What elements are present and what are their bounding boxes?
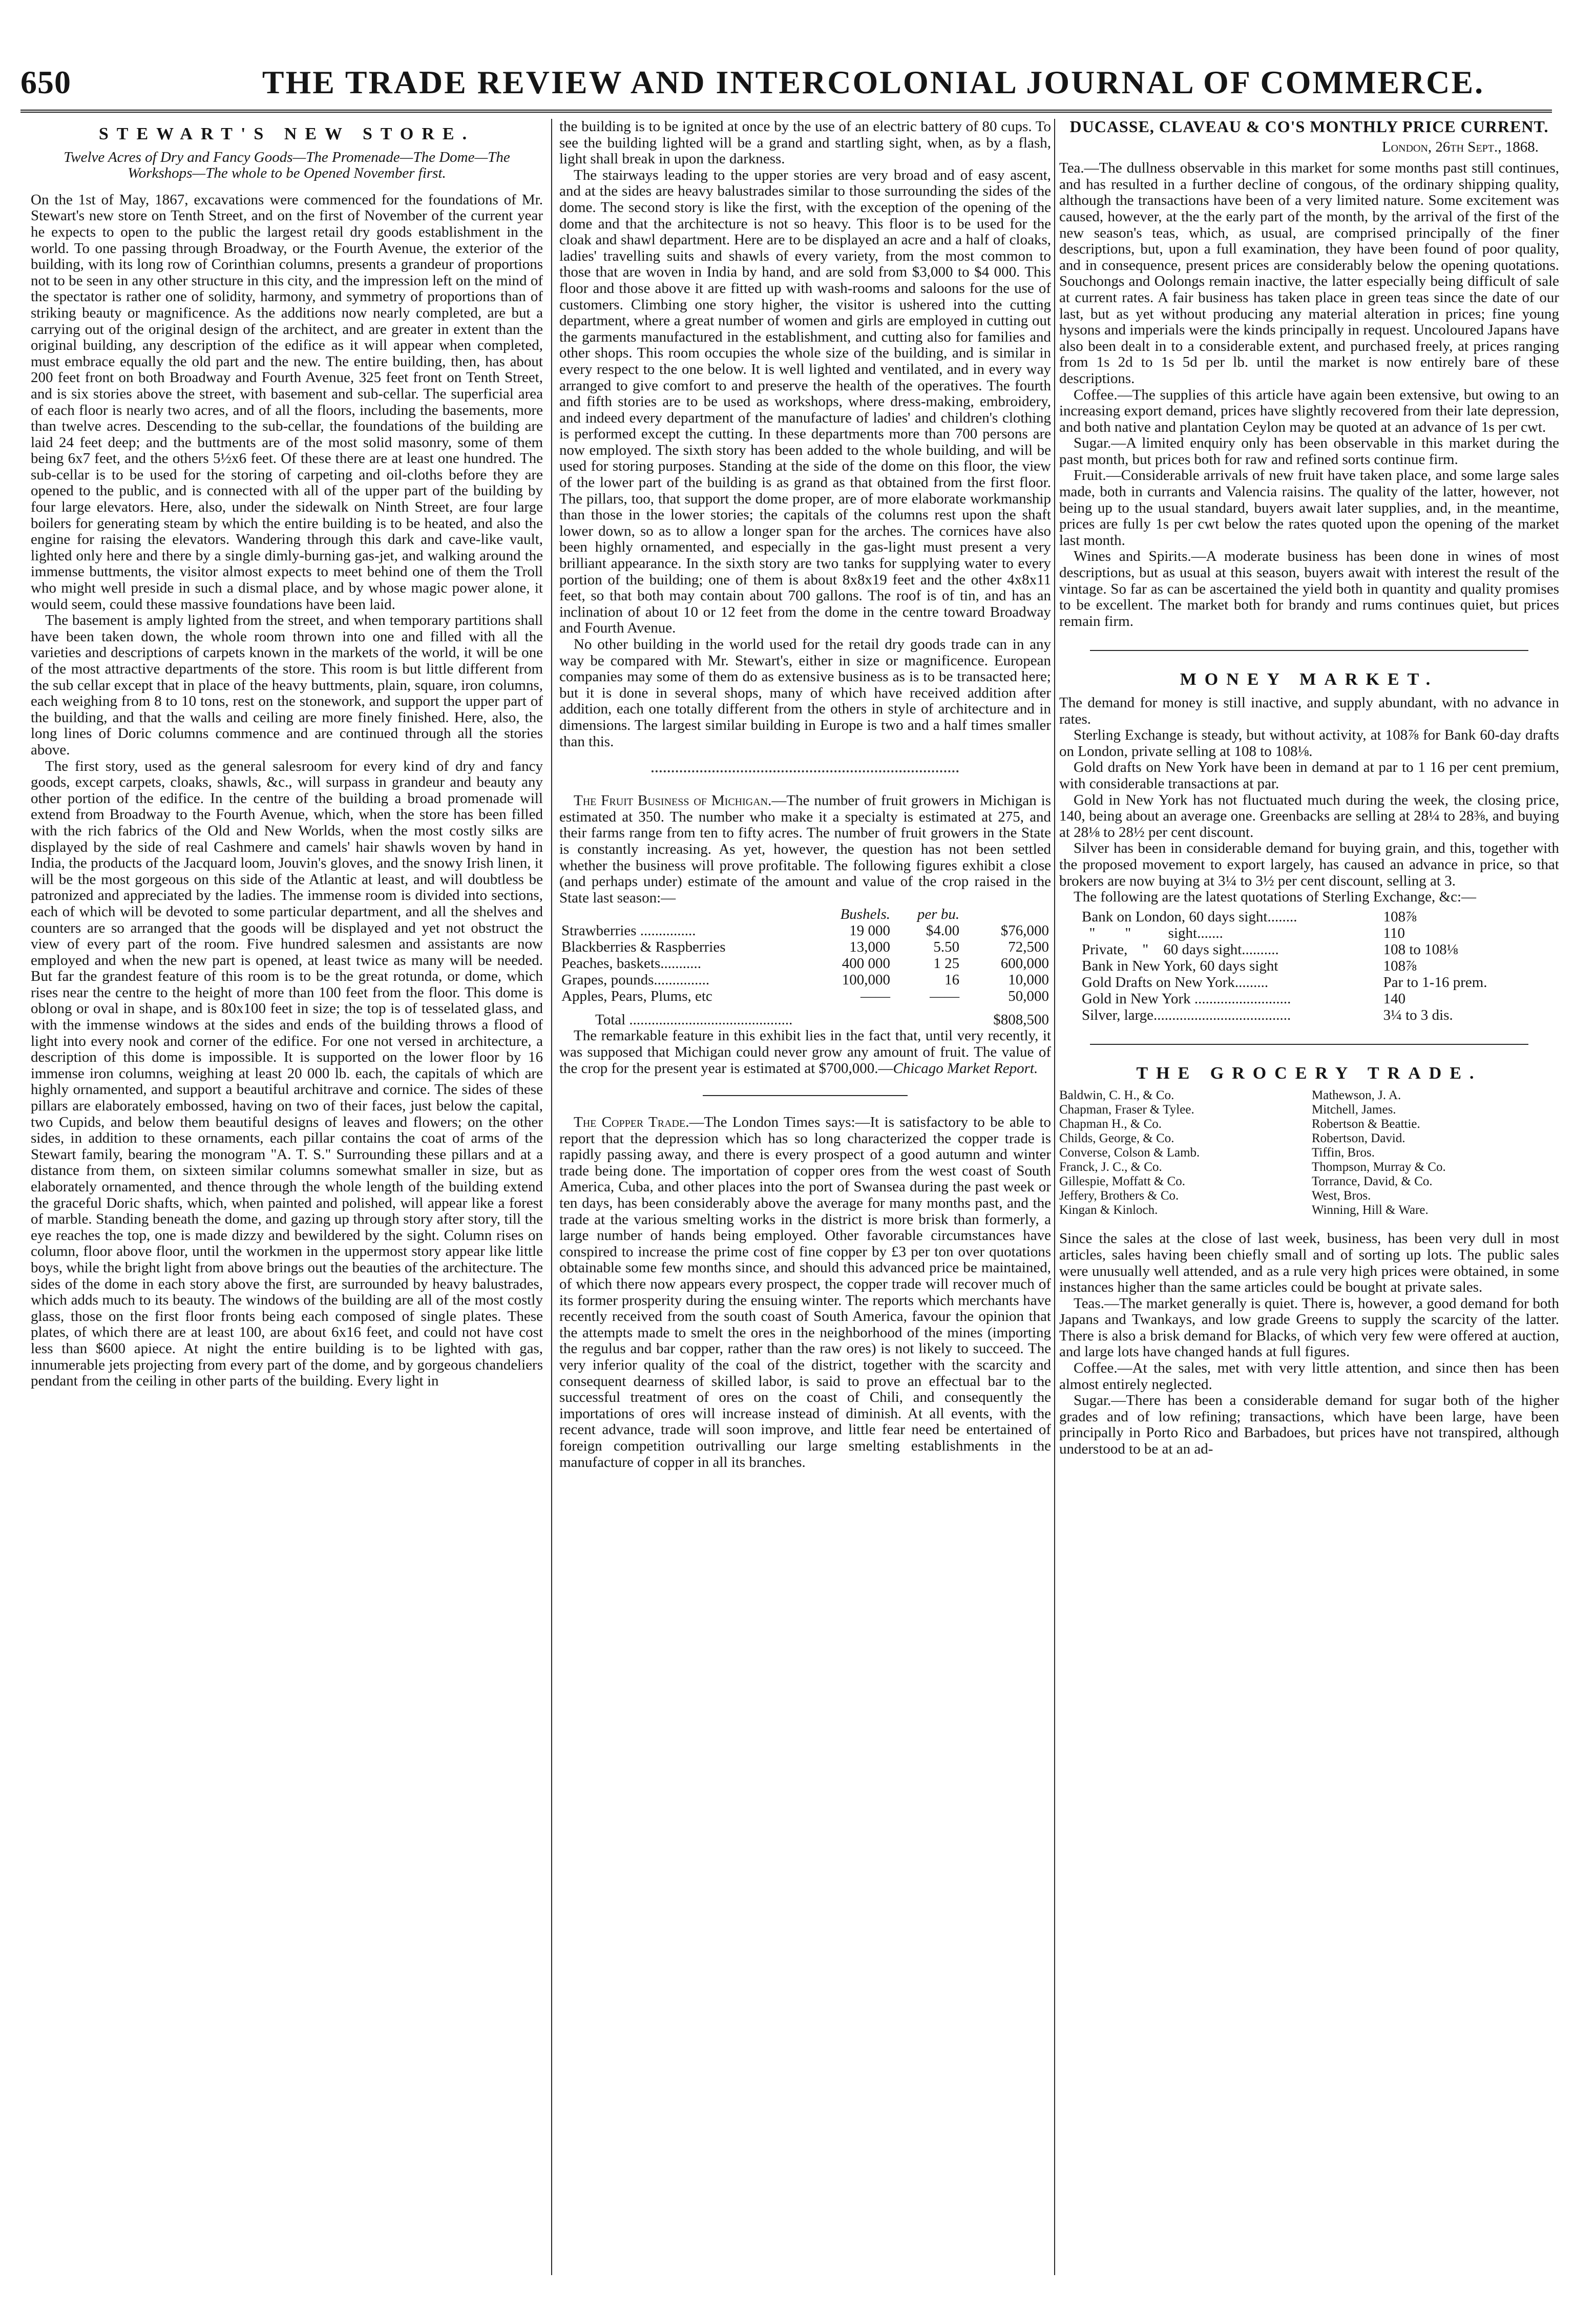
column-rule-left [551,119,552,2275]
section-divider [1090,1044,1528,1045]
grocery-heading: THE GROCERY TRADE. [1136,1063,1482,1083]
money-paragraph-3: Gold drafts on New York have been in demand at par to 1 16 per cent premium, with considerable transactions at par. [1059,759,1559,792]
exchange-quotes-table [1080,909,1529,1023]
list-item: Thompson, Murray & Co. [1312,1160,1446,1174]
section-divider [652,770,959,772]
fruit-value: 50,000 [1008,988,1049,1005]
quote-value: 140 [1383,990,1406,1007]
firm-list-right [1312,1088,1559,1217]
table-row [1080,941,1529,958]
fruit-bushels: 19 000 [849,922,891,939]
quote-value: 108⅞ [1383,908,1417,925]
quote-label: Gold in New York .......................... [1082,990,1291,1007]
money-paragraph-1: The demand for money is still inactive, and supply abundant, with no advance in rates. [1059,695,1559,727]
fruit-bushels: 13,000 [849,939,891,956]
grocery-paragraph-1: Since the sales at the close of last week, business, has been very dull in most articles, sales having been chiefly small and of sorting up lots. The public sales were unusually well attended, and as a rule very high prices were obtained, in some instances higher than the same articles could be bought at private sales. [1059,1230,1559,1296]
stewart-paragraph-3: The first story, used as the general salesroom for every kind of dry and fancy goods, except carpets, cloaks, shawls, &c., will surpass in grandeur and beauty any other portion of the edifice. In the centre of the building a broad promenade will extend from Broadway to the Fourth Avenue, which, when the store has been filled with the rich fabrics of the Old and New Worlds, when the most costly silks are displayed by the side of real Cashmere and camels' hair shawls woven by hand in India, the products of the Jacquard loom, Jouvin's gloves, and the snowy Irish linen, it will be the most gorgeous on this side of the Atlantic at least, and will doubtless be patronized and appreciated by the ladies. The immense room is divided into sections, each of which will be devoted to some particular department, and all the shelves and counters are so arranged that the goods will be displayed and yet not obstruct the view of every part of the room. Five hundred salesmen and assistants are now employed and when the new part is opened, at least twice as many will be needed. But far the grandest feature of this room is to be the great rotunda, or dome, which rises near the centre to the height of more than 100 feet from the floor. This dome is oblong or oval in shape, and is 80x100 feet in size; the top is of tesselated glass, and with the immense windows at the sides and ends of the building throws a flood of light into every nook and corner of the edifice. For one not versed in architecture, a description of this dome is impossible. It is supported on the lower floor by 16 immense iron columns, weighing at least 20 000 lb. each, the capitals of which are highly ornamented, and support a beautiful architrave and cornice. The sides of these pillars are elaborately embossed, having on two of their faces, just below the capital, two Cupids, and below them beautiful designs of leaves and flowers; on the other sides, in addition to these ornaments, each pillar contains the coat of arms of the Stewart family, bearing the monogram "A. T. S." Surrounding these pillars and at a distance from them, on sixteen similar columns somewhat smaller in size, but as elaborately ornamented, and thence through the whole length of the building extend the graceful Doric shafts, which, when painted and polished, will appear like a forest of marble. Standing beneath the dome, and gazing up through story after story, till the eye reaches the top, one is made dizzy and bewildered by the sight. Column rises on column, floor above floor, until the workmen in the uppermost story appear like little boys, while the bright light from above brings out the beauties of the architecture. The sides of the dome in each story above the first, are surrounded by heavy balustrades, which adds much to its beauty. The windows of the building are all of the most costly glass, those on the first floor fronts being each composed of single plates. These plates, of which there are at least 100, are about 6x16 feet, and could not have cost less than $600 apiece. At night the entire building is to be lighted with gas, innumerable jets projecting from every part of the dome, and by gorgeous chandeliers pendant from the ceiling in other parts of the building. Every light in [31,758,543,1390]
fruit-value: 600,000 [1000,955,1049,972]
article-subtitle-stewart: Twelve Acres of Dry and Fancy Goods—The Promenade—The Dome—The Workshops—The whole to be Opened November first. [64,149,510,182]
section-divider [703,1095,908,1096]
list-item: Robertson, David. [1312,1131,1405,1146]
quote-value: 108 to 108⅛ [1383,941,1458,958]
ducasse-paragraph-tea: Tea.—The dullness observable in this market for some months past still continues, and has resulted in a further decline of congous, of the ordinary shipping quality, although the transactions have been of a very limited nature. Some excitement was caused, however, at the the early part of the month, by the arrival of the first of the new season's teas, which, as usual, are comprised principally of the finer descriptions, but, upon a full examination, they have been found of poor quality, and in consequence, present prices are considerably below the opening quotations. Souchongs and Oolongs remain inactive, the latter especially being difficult of sale at current rates. A fair business has taken place in green teas since the date of our last, but as yet without producing any material alteration in prices; fine young hysons and imperials were the kinds principally in request. Uncoloured Japans have also been dealt in to a considerable extent, and purchased freely, at prices ranging from 1s 2d to 1s 5d per lb. until the market is now entirely bare of these descriptions. [1059,160,1559,387]
column-rule-right [1054,119,1055,2275]
list-item: Mathewson, J. A. [1312,1088,1401,1103]
ducasse-heading: DUCASSE, CLAVEAU & CO'S MONTHLY PRICE CURRENT. [1069,119,1549,136]
list-item: Converse, Colson & Lamb. [1059,1146,1200,1160]
fruit-per-bu: 5.50 [933,939,960,956]
fruit-bushels: 400 000 [842,955,891,972]
ducasse-dateline: London, 26th Sept., 1868. [1381,138,1539,155]
quote-value: 3¼ to 3 dis. [1383,1006,1453,1023]
money-paragraph-2: Sterling Exchange is steady, but without activity, at 108⅞ for Bank 60-day drafts on London, private selling at 108 to 108⅛. [1059,727,1559,760]
column-1 [31,119,543,2280]
fruit-after-text: The remarkable feature in this exhibit lies in the fact that, until very recently, it was supposed that Michigan could never grow any amount of fruit. The value of the crop for the present year is estimated at $700,000.— [559,1027,1051,1077]
fruit-after [559,1028,1051,1077]
fruit-col-bushels: Bushels. [840,906,891,923]
fruit-value: 72,500 [1008,939,1049,956]
table-row [559,972,1051,988]
fruit-per-bu: $4.00 [926,922,960,939]
copper-article [559,1115,1051,1470]
list-item: Torrance, David, & Co. [1312,1174,1433,1189]
ducasse-paragraph-fruit: Fruit.—Considerable arrivals of new fruit have taken place, and some large sales made, both in currants and Valencia raisins. The quality of the latter, however, not being up to the usual standard, buyers await later supplies, and, in the meantime, prices are fully 1s per cwt below the rates quoted upon the opening of the market last month. [1059,467,1559,549]
grocery-paragraph-coffee: Coffee.—At the sales, met with very little attention, and since then has been almost entirely neglected. [1059,1360,1559,1393]
list-item: Baldwin, C. H., & Co. [1059,1088,1174,1103]
fruit-bushels: —— [860,988,891,1005]
fruit-item: Grapes, pounds............... [561,972,710,989]
ducasse-paragraph-sugar: Sugar.—A limited enquiry only has been observable in this market during the past month, but prices both for raw and refined sorts continue firm. [1059,435,1559,468]
table-row [559,955,1051,972]
quote-label: " " sight....... [1082,924,1223,941]
list-item: Mitchell, James. [1312,1103,1396,1117]
table-row [1080,974,1529,991]
list-item: Kingan & Kinloch. [1059,1203,1158,1217]
fruit-heading: The Fruit Business of Michigan. [574,792,772,809]
fruit-article [559,793,1051,906]
quote-label: Bank on London, 60 days sight........ [1082,908,1297,925]
quote-label: Silver, large..................................... [1082,1006,1291,1023]
fruit-total-value: $808,500 [993,1012,1049,1028]
fruit-table [559,906,1051,1028]
grocery-paragraph-sugar: Sugar.—There has been a considerable demand for sugar both of the higher grades and of low refining; transactions, which have been large, have been principally in Porto Rico and Barbadoes, but prices have not transpired, although understood to be at an ad- [1059,1392,1559,1458]
list-item: Tiffin, Bros. [1312,1146,1375,1160]
stewart-paragraph-2: The basement is amply lighted from the street, and when temporary partitions shall have been taken down, the whole room thrown into one and filled with all the varieties and descriptions of carpets known in the markets of the world, it will be one of the most attractive departments of the store. This room is but little different from the sub cellar except that in place of the heavy buttments, plain, square, iron columns, each weighing from 8 to 10 tons, rest on the stonework, and support the upper part of the building, and that the walls and ceiling are more finely finished. Here, also, the long lines of Doric columns commence and are continued through all the stories above. [31,612,543,758]
money-paragraph-5: Silver has been in considerable demand for buying grain, and this, together with the proposed movement to export largely, has caused an advance in price, so that brokers are now buying at 3¼ to 3½ per cent discount, selling at 3. [1059,840,1559,889]
column-2 [559,119,1051,2280]
quote-label: Bank in New York, 60 days sight [1082,957,1278,974]
fruit-col-per-bu: per bu. [917,906,960,923]
article-heading-stewart: STEWART'S NEW STORE. [98,124,475,143]
table-row [1080,958,1529,974]
stewart-continued-3: No other building in the world used for the retail dry goods trade can in any way be compared with Mr. Stewart's, either in size or magnificence. European companies may some of them do as extensive business as is to be transacted here; but it is done in several shops, many of which have received addition after addition, each one totally different from the others in style of architecture and in dimensions. The largest similar building in Europe is two and a half times smaller than this. [559,636,1051,750]
stewart-continued-2: The stairways leading to the upper stories are very broad and of easy ascent, and at the sides are heavy balustrades similar to those surrounding the sides of the dome. The second story is like the first, with the exception of the opening of the dome and that the architecture is not so heavy. This floor is to be used for the cloak and shawl department. Here are to be displayed an acre and a half of cloaks, ladies' travelling suits and shawls of every variety, from the most common to those that are woven in India by hand, and are sold from $3,000 to $4 000. This floor and those above it are fitted up with wash-rooms and saloons for the use of customers. Climbing one story higher, the visitor is ushered into the cutting department, where a great number of women and girls are employed in cutting out the garments manufactured in the establishment, and cutting also for families and other shops. This room occupies the whole size of the building, and is similar in every respect to the one below. It is well lighted and ventilated, and in every way arranged to give comfort to and preserve the health of the operatives. The fourth and fifth stories are to be used as workshops, where dress-making, embroidery, and indeed every department of the manufacture of ladies' and children's clothing is performed except the cutting. In these departments more than 700 persons are now employed. The sixth story has been added to the whole building, and will be used for storing purposes. Standing at the side of the dome on this floor, the view of the lower part of the building is as grand as that obtained from the first floor. The pillars, too, that support the dome proper, are of more elaborate workmanship than those in the lower stories; the capitals of the columns rest upon the shaft lower down, so as to allow a longer span for the arches. The cornices have also been highly ornamented, and especially in the gas-light must present a very brilliant appearance. In the sixth story are two tanks for supplying water to every portion of the building; one of them is about 8x8x19 feet and the other 4x8x11 feet, so that both may contain about 700 gallons. The roof is of tin, and has an inclination of about 10 or 12 feet from the dome in the centre toward Broadway and Fourth Avenue. [559,166,1051,637]
list-item: Franck, J. C., & Co. [1059,1160,1162,1174]
ducasse-paragraph-wines: Wines and Spirits.—A moderate business has been done in wines of most descriptions, but as usual at this season, buyers await with interest the result of the vintage. So far as can be ascertained the yield both in quantity and quality promises to be excellent. The market both for brandy and rums continues quiet, but prices remain firm. [1059,548,1559,629]
stewart-continued-1: the building is to be ignited at once by the use of an electric battery of 80 cups. To see the building lighted will be a grand and startling sight, when, as by a flash, light shall break in upon the darkness. [559,119,1051,167]
fruit-item: Apples, Pears, Plums, etc [561,988,712,1005]
firm-list-left [1059,1088,1307,1217]
quote-value: Par to 1-16 prem. [1383,974,1487,991]
stewart-paragraph-1: On the 1st of May, 1867, excavations were commenced for the foundations of Mr. Stewart's new store on Tenth Street, and on the first of November of the current year he expects to open to the public the largest retail dry goods establishment in the world. To one passing through Broadway, or the Fourth Avenue, the exterior of the building, with its long row of Corinthian columns, presents a grandeur of proportions not to be seen in any other structure in this city, and the impression left on the mind of the spectator is rather one of solidity, harmony, and symmetry of proportions than of striking beauty or magnificence. As the additions now nearly completed, are but a carrying out of the original design of the architect, and are greater in extent than the original building, any description of the edifice as it will appear when completed, must embrace equally the old part and the new. The entire building, then, has about 200 feet front on both Broadway and Fourth Avenue, 325 feet front on Tenth Street, and is six stories above the street, with basement and sub-cellar. The superficial area of each floor is nearly two acres, and of all the floors, including the basements, more than twelve acres. Descending to the sub-cellar, the foundations of the building are laid 24 feet deep; and the buttments are of the most solid masonry, some of them being 6x7 feet, and the others 5½x6 feet. Of these there are at least one hundred. The sub-cellar is to be used for the storing of carpeting and oil-cloths before they are opened to the public, and is connected with all of the upper part of the building by four large elevators. Here, also, under the sidewalk on Ninth Street, are four large boilers for generating steam by which the entire building is to be heated, and also the engine for raising the elevators. Wandering through this dark and cave-like vault, lighted only here and there by a single dimly-burning gas-jet, and walking around the immense buttments, the visitor almost expects to meet behind one of them the Troll who might well preside in such a dismal place, and by whose magic power alone, it would seem, could these massive foundations have been laid. [31,191,543,613]
fruit-value: $76,000 [1000,922,1049,939]
fruit-item: Strawberries ............... [561,922,696,939]
copper-text: —The London Times says:—It is satisfactory to be able to report that the depression which has so long characterized the copper trade is rapidly passing away, and there is every prospect of a good autumn and winter trade being done. The importation of copper ores from the west coast of South America, Cuba, and other places into the port of Swansea during the past week or ten days, has been considerably above the average for many months past, and the trade at the various smelting works in the district is more brisk than formerly, a large number of hands being employed. Other favorable circumstances have conspired to increase the prime cost of fine copper by £3 per ton over quotations obtainable some few months since, and should this advanced price be maintained, of which there now appears every prospect, the copper trade will recover much of its former prosperity during the ensuing winter. The reports which merchants have recently received from the south coast of South America, favour the opinion that the attempts made to smelt the ores in the neighborhood of the mines (importing the regulus and bar copper, rather than the raw ores) is not likely to succeed. The very inferior quality of the coal of the district, together with the scarcity and consequent dearness of skilled labor, is said to prove an effectual bar to the successful treatment of ores on the coast of Chili, and consequently the importations of ores will increase instead of diminish. At all events, with the recent advance, trade will soon improve, and little fear need be entertained of foreign competition outrivalling our large smelting establishments in the manufacture of copper in all its branches. [559,1114,1051,1470]
table-row [1080,991,1529,1007]
grocery-paragraph-teas: Teas.—The market generally is quiet. There is, however, a good demand for both Japans and Twankays, and low grade Greens to supply the scarcity of the latter. There is also a brisk demand for Blacks, of which very few were offered at auction, and large lots have changed hands at full figures. [1059,1295,1559,1360]
money-heading: MONEY MARKET. [1180,670,1439,689]
list-item: Winning, Hill & Ware. [1312,1203,1429,1217]
table-row [559,988,1051,1004]
table-row [1080,1007,1529,1023]
fruit-source: Chicago Market Report. [893,1060,1038,1077]
fruit-per-bu: 16 [944,972,960,989]
money-paragraph-4: Gold in New York has not fluctuated much during the week, the closing price, 140, being about an average one. Greenbacks are selling at 28¼ to 28⅜, and buying at 28⅛ to 28½ per cent discount. [1059,791,1559,840]
table-row [559,922,1051,939]
page-number: 650 [20,64,71,100]
quote-label: Private, " 60 days sight.......... [1082,941,1279,958]
list-item: Childs, George, & Co. [1059,1131,1174,1146]
grocery-firm-list [1059,1088,1559,1217]
quote-value: 108⅞ [1383,957,1417,974]
fruit-text: —The number of fruit growers in Michigan is estimated at 350. The number who make it a specialty is estimated at 275, and their farms range from ten to fifty acres. The number of fruit growers in the State is constantly increasing. As yet, however, the question has not been settled whether the business will prove profitable. The following figures exhibit a close (and perhaps under) estimate of the amount and value of the crop raised in the State last season:— [559,792,1051,906]
fruit-total-label: Total ............................................ [595,1012,793,1028]
column-3 [1059,119,1559,2280]
fruit-total-row [559,1004,1051,1028]
quote-label: Gold Drafts on New York......... [1082,974,1269,991]
table-row [559,939,1051,955]
list-item: Jeffery, Brothers & Co. [1059,1189,1179,1203]
list-item: West, Bros. [1312,1189,1371,1203]
list-item: Chapman, Fraser & Tylee. [1059,1103,1194,1117]
journal-title: THE TRADE REVIEW AND INTERCOLONIAL JOURNAL OF COMMERCE. [262,64,1485,100]
money-paragraph-6: The following are the latest quotations of Sterling Exchange, &c:— [1074,889,1477,906]
list-item: Robertson & Beattie. [1312,1117,1420,1131]
copper-heading: The Copper Trade. [574,1114,689,1131]
list-item: Chapman H., & Co. [1059,1117,1162,1131]
list-item: Gillespie, Moffatt & Co. [1059,1174,1186,1189]
table-row [1080,909,1529,925]
fruit-per-bu: —— [930,988,960,1005]
fruit-item: Peaches, baskets........... [561,955,702,972]
fruit-value: 10,000 [1008,972,1049,989]
fruit-table-header [559,906,1051,922]
ducasse-paragraph-coffee: Coffee.—The supplies of this article have again been extensive, but owing to an increasing export demand, prices have slightly recovered from their late depression, and both native and plantation Ceylon may be quoted at an advance of 1s per cwt. [1059,386,1559,435]
quote-value: 110 [1383,924,1405,941]
fruit-item: Blackberries & Raspberries [561,939,726,956]
page-header [20,60,1552,113]
fruit-per-bu: 1 25 [933,955,960,972]
section-divider [1090,650,1528,651]
fruit-bushels: 100,000 [842,972,891,989]
table-row [1080,925,1529,941]
